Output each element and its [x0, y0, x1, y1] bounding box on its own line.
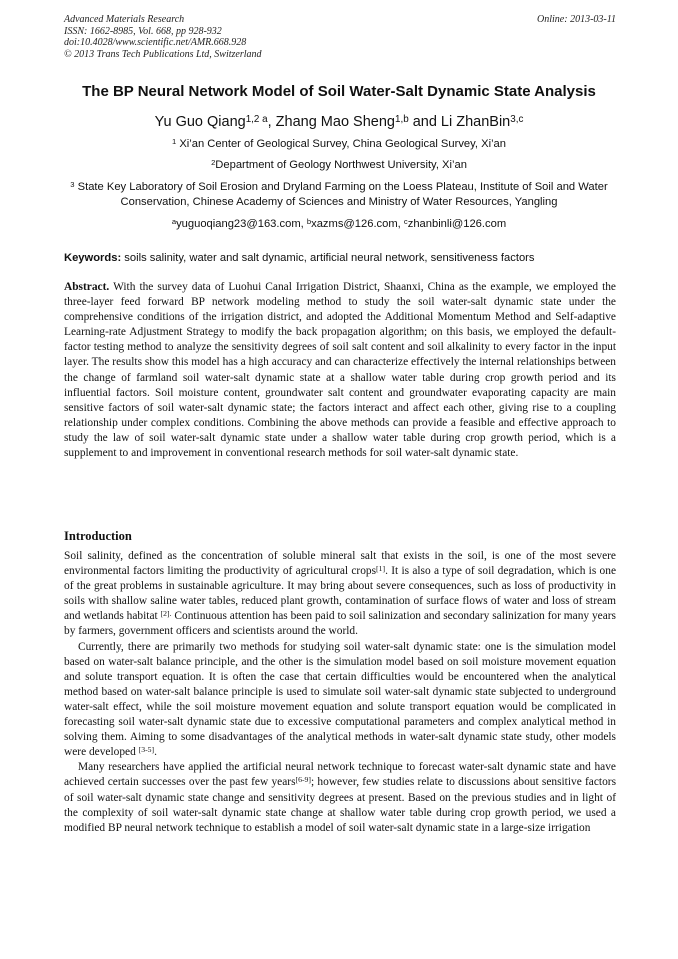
author-list: [30, 113, 648, 131]
author-affiliation-mark: 3,c: [510, 113, 524, 125]
author-name: , Zhang Mao Sheng: [267, 114, 395, 130]
paragraph: [64, 640, 616, 761]
author-affiliation-mark: 1,2 a: [245, 113, 268, 125]
paragraph-text: Soil salinity, defined as the concentration of soluble mineral salt that exists in the soil, is one of the most severe environmental factors limiting the productivity of agricultural crops: [64, 550, 616, 578]
author-affiliation-mark: 1,b: [394, 113, 409, 125]
doi-line: doi:10.4028/www.scientific.net/AMR.668.928: [64, 37, 247, 49]
affiliation-text: Department of Geology Northwest University, Xi’an: [215, 159, 467, 171]
paragraph-text: ; however, few studies relate to discussions about sensitive factors of soil water-salt dynamic state change and sensitivity degrees at present. Based on the previous studies and in light of the complexity of soil water-salt dynamic state change at shallow water table during crop growth period, we used a modified BP neural network technique to establish a model of soil water-salt dynamic state in a large-size irrigation: [64, 776, 617, 834]
abstract: [64, 280, 616, 461]
citation: [6-9]: [295, 774, 312, 784]
email-link[interactable]: zhanbinli@126.com: [407, 218, 507, 230]
paper-title: The BP Neural Network Model of Soil Water-Salt Dynamic State Analysis: [82, 83, 596, 100]
journal-header: [64, 14, 616, 60]
section-heading-introduction: Introduction: [64, 529, 132, 543]
affiliation-text: State Key Laboratory of Soil Erosion and Dryland Farming on the Loess Plateau, Institute of Soil and Water Conservation, Chinese Academy of Sciences and Ministry of Water Resources, Yangling: [74, 181, 608, 208]
keywords: [64, 251, 616, 265]
copyright-line: © 2013 Trans Tech Publications Ltd, Switzerland: [64, 48, 262, 60]
citation: [3-5]: [138, 744, 155, 754]
paragraph-text: Continuous attention has been paid to soil salinization and secondary salinization for many years by farmers, government officers and scientists around the world.: [64, 610, 616, 638]
abstract-text: With the survey data of Luohui Canal Irrigation District, Shaanxi, China as the example, we employed the three-layer feed forward BP network modeling method to study the soil water-salt dynamic state under the comprehensive conditions of the irrigation district, and adopted the Additional Momentum Method and Self-adaptive Learning-rate Adjustment Strategy to modify the back propagation algorithm; on this basis, we employed the default-factor testing method to analyze the sensitivity degrees of soil salt content and soil alkalinity to every factor in the input layer. The results show this model has a high accuracy and can characterize effectively the internal relationships between the change of farmland soil water-salt dynamic state at a shallow water table during crop growth period and its influential factors. Soil moisture content, groundwater salt content and groundwater evaporating capacity are main sensitive factors of soil water-salt dynamic state; the factors interact and affect each other, giving rise to a coupling relationship under complex conditions. Combining the above methods can provide a feasible and effective approach to study the law of soil water-salt dynamic state under a shallow water table during crop growth period, which is a supplement to and improvement in conventional research methods for soil water-salt dynamic state.: [64, 281, 616, 460]
issn-line: ISSN: 1662-8985, Vol. 668, pp 928-932: [64, 25, 222, 37]
online-date: Online: 2013-03-11: [537, 14, 616, 25]
affiliation-1: [40, 137, 638, 152]
email-mark: a: [171, 216, 177, 226]
author-name: Yu Guo Qiang: [154, 114, 246, 130]
email-link[interactable]: xazms@126.com,: [311, 218, 404, 230]
paragraph: [64, 760, 616, 835]
affiliation-3: [40, 180, 638, 210]
affiliation-2: [40, 158, 638, 173]
introduction-body: [64, 549, 616, 836]
keywords-text: soils salinity, water and salt dynamic, artificial neural network, sensitiveness factors: [121, 252, 535, 264]
affiliation-mark: 2: [211, 157, 216, 167]
keywords-label: Keywords:: [64, 252, 122, 264]
paragraph-text: Currently, there are primarily two methods for studying soil water-salt dynamic state: one is the simulation model based on water-salt balance principle, and the other is the simulation model based on soil moisture movement equation and solute transport equation. It is often the case that certain difficulties would be encountered when the analytical method based on water-salt balance principle is used to simulate soil water-salt dynamic state subjected to underground water-salt effect, while the soil moisture movement equation and solute transport equation would be complicated in forecasting soil water-salt dynamic state due to excessive computational parameters and complex analytical method in solving them. Aiming to some disadvantages of the analytical methods in water-salt dynamic state study, other models were developed: [64, 640, 616, 759]
paragraph: [64, 549, 616, 640]
affiliation-mark: 3: [70, 179, 75, 189]
author-name: and Li ZhanBin: [408, 114, 511, 130]
abstract-label: Abstract.: [64, 281, 110, 293]
paragraph-text: .: [154, 746, 157, 759]
paragraph-text: Many researchers have applied the artificial neural network technique to forecast water-salt dynamic state and have achieved certain successes over the past few years: [64, 761, 616, 789]
author-emails: [40, 217, 638, 232]
journal-name: Advanced Materials Research: [64, 14, 185, 25]
affiliation-mark: 1: [171, 136, 177, 146]
citation: [2].: [160, 608, 172, 618]
email-mark: c: [403, 216, 408, 226]
affiliation-text: Xi’an Center of Geological Survey, China Geological Survey, Xi’an: [176, 138, 507, 150]
email-mark: b: [306, 216, 312, 226]
citation: [1]: [376, 563, 386, 573]
email-link[interactable]: yuguoqiang23@163.com,: [176, 218, 307, 230]
paragraph-text: . It is also a type of soil degradation, which is one of the great problems in sustainable agriculture. It may bring about severe consequences, such as loss of productivity in soils with shallow saline water tables, reduced plant growth, contamination of surface flows of water and loss of stream and wetlands habitat: [64, 565, 616, 623]
